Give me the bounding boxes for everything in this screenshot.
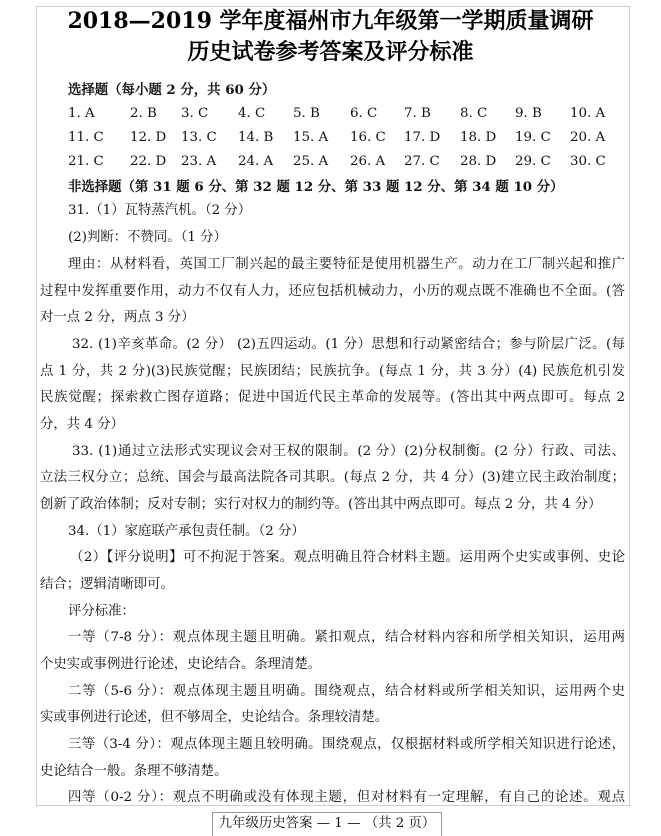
q31-part2: (2)判断：不赞同。（1 分） [68,230,227,245]
answer-item: 25. A [293,154,329,169]
answer-item: 23. A [181,154,217,169]
answer-item: 11. C [68,130,104,145]
grade-1-line: 一等（7-8 分）：观点体现主题且明确。紧扣观点，结合材料内容和所学相关知识，运用两 [68,630,625,645]
q33-line: 创新了政治体制；反对专制；实行对权力的制约等。(答出其中两点即可。每点 2 分，共 4 分） [40,497,602,512]
answer-item: 17. D [404,130,441,145]
answer-item: 7. B [404,106,431,121]
answer-item: 19. C [515,130,551,145]
answer-item: 2. B [130,106,157,121]
answer-item: 4. C [238,106,266,121]
answer-item: 24. A [238,154,274,169]
answer-item: 27. C [404,154,440,169]
answer-item: 16. C [350,130,386,145]
answer-item: 1. A [68,106,95,121]
answer-item: 12. D [130,130,167,145]
q32-line: 分，共 4 分） [40,417,124,432]
document-title: 2018—2019 学年度福州市九年级第一学期质量调研 [67,8,594,34]
answer-item: 10. A [570,106,606,121]
q32-line: 32. (1)辛亥革命。(2 分） (2)五四运动。(1 分）思想和行动紧密结合；参与阶层广泛。(每 [72,337,625,352]
grade-2-line: 实或事例进行论述，但不够周全，史论结合。条理较清楚。 [40,710,389,725]
answer-item: 21. C [68,154,104,169]
grade-1-line: 个史实或事例进行论述，史论结合。条理清楚。 [40,657,322,672]
q32-line: 点 1 分，共 2 分)(3)民族觉醒；民族团结；民族抗争。(每点 1 分，共 3 分）(4) 民族危机引发 [40,364,625,379]
scoring-heading: 评分标准： [68,604,135,619]
q31-reason-line: 对一点 2 分，两点 3 分） [40,310,195,325]
page-footer: 九年级历史答案 — 1 — （共 2 页） [212,812,442,836]
answer-item: 28. D [460,154,497,169]
q31-reason-line: 过程中发挥重要作用，动力不仅有人力，还应包括机械动力，小历的观点既不准确也不全面。(答 [40,284,625,299]
q34-part1: 34.（1）家庭联产承包责任制。（2 分） [68,524,305,539]
answer-item: 3. C [181,106,209,121]
grade-3-line: 三等（3-4 分）：观点体现主题且较明确。围绕观点，仅根据材料或所学相关知识进行论述， [68,737,625,752]
grade-3-line: 史论结合一般。条理不够清楚。 [40,764,228,779]
answer-item: 29. C [515,154,551,169]
answer-item: 30. C [570,154,606,169]
q34-part2-line: 结合；逻辑清晰即可。 [40,577,174,592]
grade-2-line: 二等（5-6 分）：观点体现主题且明确。围绕观点，结合材料或所学相关知识，运用两个史 [68,684,625,699]
answer-item: 22. D [130,154,167,169]
q31-part1: 31.（1）瓦特蒸汽机。（2 分） [68,203,252,218]
answer-item: 18. D [460,130,497,145]
q33-line: 立法三权分立；总统、国会与最高法院各司其职。(每点 2 分，共 4 分）(3)建立民主政治制度； [40,470,625,485]
choice-section-heading: 选择题（每小题 2 分，共 60 分） [68,82,276,98]
answer-item: 13. C [181,130,217,145]
q34-part2-line: （2）【评分说明】可不拘泥于答案。观点明确且符合材料主题。运用两个史实或事例、史论 [70,550,625,565]
answer-item: 20. A [570,130,606,145]
q32-line: 民族觉醒；探索救亡图存道路；促进中国近代民主革命的发展等。(答出其中两点即可。每点 2 [40,390,625,405]
q31-reason-line: 理由：从材料看，英国工厂制兴起的最主要特征是使用机器生产。动力在工厂制兴起和推广 [68,257,625,272]
answer-item: 14. B [238,130,274,145]
answer-item: 6. C [350,106,378,121]
document-subtitle: 历史试卷参考答案及评分标准 [187,39,474,65]
answer-item: 5. B [293,106,320,121]
nonchoice-section-heading: 非选择题（第 31 题 6 分、第 32 题 12 分、第 33 题 12 分、第 34 题 10 分） [68,179,564,195]
answer-item: 26. A [350,154,386,169]
answer-item: 9. B [515,106,542,121]
grade-4-line: 四等（0-2 分）：观点不明确或没有体现主题，但对材料有一定理解，有自己的论述。观点 [68,790,625,805]
q33-line: 33. (1)通过立法形式实现议会对王权的限制。(2 分）(2)分权制衡。(2 分）行政、司法、 [72,444,625,459]
answer-item: 8. C [460,106,488,121]
answer-item: 15. A [293,130,329,145]
